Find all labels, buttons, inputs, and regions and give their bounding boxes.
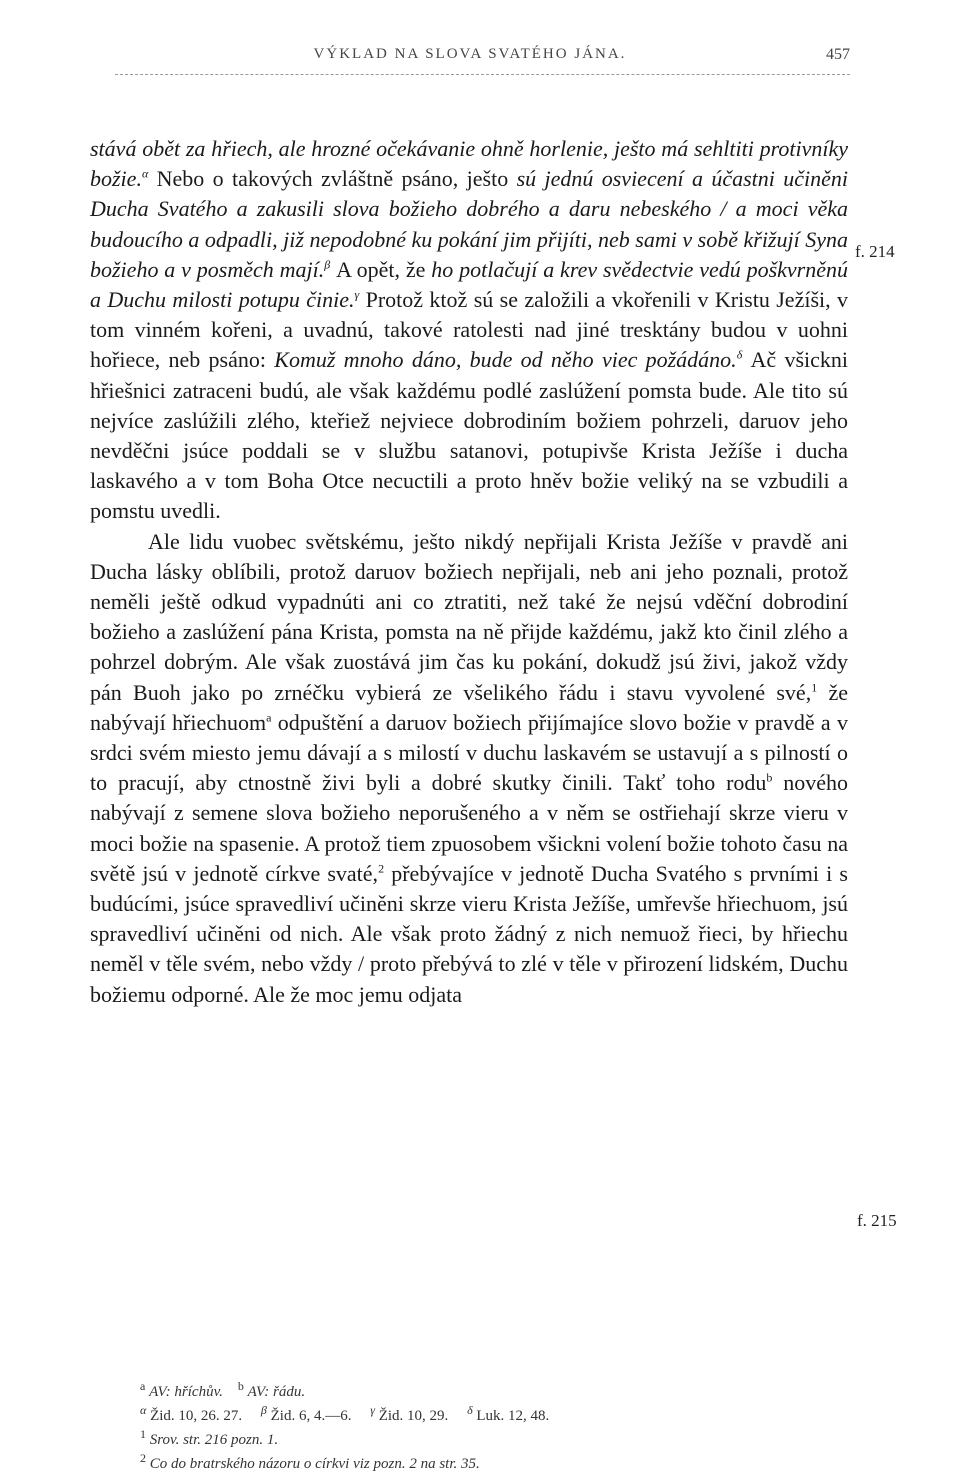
footnotes — [140, 1380, 800, 1476]
header-rule — [115, 74, 850, 75]
footnote-1 — [140, 1428, 800, 1452]
text-span: A opět, že — [330, 256, 432, 282]
quote-hebrews-10: stává obět za hřiech, ale hrozné očekávanie ohně horlenie, ješto má sehltiti protivníky božie. — [90, 136, 848, 192]
paragraph-1 — [90, 134, 848, 527]
footnote-text: Co do bratrského názoru o církvi viz pozn. 2 na str. 35. — [149, 1456, 480, 1472]
variant-mark-b: b — [766, 770, 773, 785]
text-span: Ač všickni hřiešnici zatraceni budú, ale však každému podlé zaslúžení pomsta bude. Ale tito sú nejvíce zaslúžili zlého, kteřiež nejviece dobrodiním božiem pohrzeli, daruov jeho nevděčni jsúce poddali se v službu satanovi, potupivše Krista Ježíše i ducha laskavého a v tom Boha Otce necuctili a proto hněv božie veliký na se vzbudili a pomstu uvedli. — [90, 347, 849, 524]
footnote-mark: 1 — [140, 1427, 146, 1441]
variant-mark-a: a — [266, 710, 272, 725]
margin-folio-215: f. 215 — [857, 1211, 897, 1230]
text-span: Nebo o takových zvláštně psáno, ješto — [148, 166, 517, 192]
footnote-2 — [140, 1452, 800, 1476]
quote-hebrews-10-29: ho potlačují a krev svědectvie vedú poškvrněnú a Duchu milosti potupu činie. — [90, 256, 849, 313]
ref-mark-gamma: γ — [354, 287, 360, 302]
text-span: Ale lidu vuobec světskému, ješto nikdý nepřijali Krista Ježíše v pravdě ani Ducha lásky oblíbili, protož daruov božiech nepřijali, neb ani jeho poznali, protož neměli ještě odkud vypadnúti ani co ztratiti, než také že nejsú vděční dobrodiní božieho a zaslúžení pána Krista, pomsta na ně přijde každému, jakž kto činil zlého a pohrzel dobrým. Ale však zuostává jim čas ku pokání, dokudž jsú živi, jakož vždy pán Buoh jako po zrnéčku vybierá ze všelikého řádu i stavu vyvolené své, — [90, 528, 848, 705]
text-span: že nabývají hřiechuom — [90, 679, 849, 735]
footnote-mark: γ — [370, 1403, 375, 1417]
footnote-text: Luk. 12, 48. — [476, 1408, 550, 1424]
running-head — [90, 46, 850, 74]
footnote-text: Srov. str. 216 pozn. 1. — [149, 1432, 279, 1448]
ref-mark-beta: β — [324, 257, 331, 272]
note-mark-1: 1 — [811, 680, 818, 695]
ref-mark-delta: δ — [736, 348, 743, 363]
footnote-mark: a — [140, 1379, 146, 1393]
footnote-text: Žid. 6, 4.—6. — [270, 1408, 352, 1424]
footnote-text: Žid. 10, 26. 27. — [150, 1408, 243, 1424]
note-mark-2: 2 — [378, 861, 385, 876]
footnote-text: AV: řádu. — [247, 1384, 306, 1400]
paragraph-2 — [90, 527, 848, 1010]
footnote-text: AV: hříchův. — [149, 1384, 223, 1400]
footnote-mark: β — [260, 1403, 267, 1417]
footnote-scripture — [140, 1404, 800, 1428]
footnote-mark: δ — [467, 1403, 473, 1417]
text-span: odpuštění a daruov božiech přijímajíce slovo božie v pravdě a v srdci svém miesto jemu dávají a s milostí v duchu laskavém se ustavují a s pilností o to pracují, aby ctnostně živi byli a dobré skutky činili. Takť toho rodu — [90, 709, 848, 796]
text-span: Protož ktož sú se založili a vkořenili v Kristu Ježíši, v tom vinném kořeni, a uvadnú, takové ratolesti nad jiné tresktány budou v uohni hořiece, neb psáno: — [90, 287, 849, 373]
running-title: VÝKLAD NA SLOVA SVATÉHO JÁNA. — [313, 46, 627, 62]
quote-luke-12: Komuž mnoho dáno, bude od něho viec požádáno. — [274, 347, 737, 373]
ref-mark-alpha: α — [141, 166, 149, 181]
page-number: 457 — [826, 46, 850, 63]
footnote-mark: α — [140, 1403, 147, 1417]
footnote-mark: b — [237, 1379, 244, 1393]
text-span: přebývajíce v jednotě Ducha Svatého s prvními i s budúcími, jsúce spravedliví učiněni skrze vieru Krista Ježíše, umřevše hřiechuom, jsú spravedliví učiněni od nich. Ale však proto žádný z nich nemuož řieci, by hřiechu neměl v těle svém, nebo vždy / proto přebývá to zlé v těle v přirození lidském, Duchu božiemu odporné. Ale že moc jemu odjata — [90, 860, 848, 1007]
quote-hebrews-6: sú jednú osviecení a účastni učiněni Ducha Svatého a zakusili slova božieho dobrého a daru nebeského / a moci věka budoucího a odpadli, již nepodobné ku pokání jim přijíti, neb sami v sobě křižují Syna božieho a v posměch mají. — [90, 166, 848, 282]
margin-folio-214: f. 214 — [855, 242, 895, 261]
footnote-variants — [140, 1380, 800, 1404]
text-span: nového nabývají z semene slova božieho neporušeného a v něm se ostřiehají skrze vieru v moci božie na spasenie. A protož tiem zpuosobem všickni volení božie tohoto času na světě jsú v jednotě církve svaté, — [90, 770, 848, 886]
footnote-text: Žid. 10, 29. — [378, 1408, 449, 1424]
body-text — [90, 134, 848, 1010]
footnote-mark: 2 — [140, 1451, 146, 1465]
